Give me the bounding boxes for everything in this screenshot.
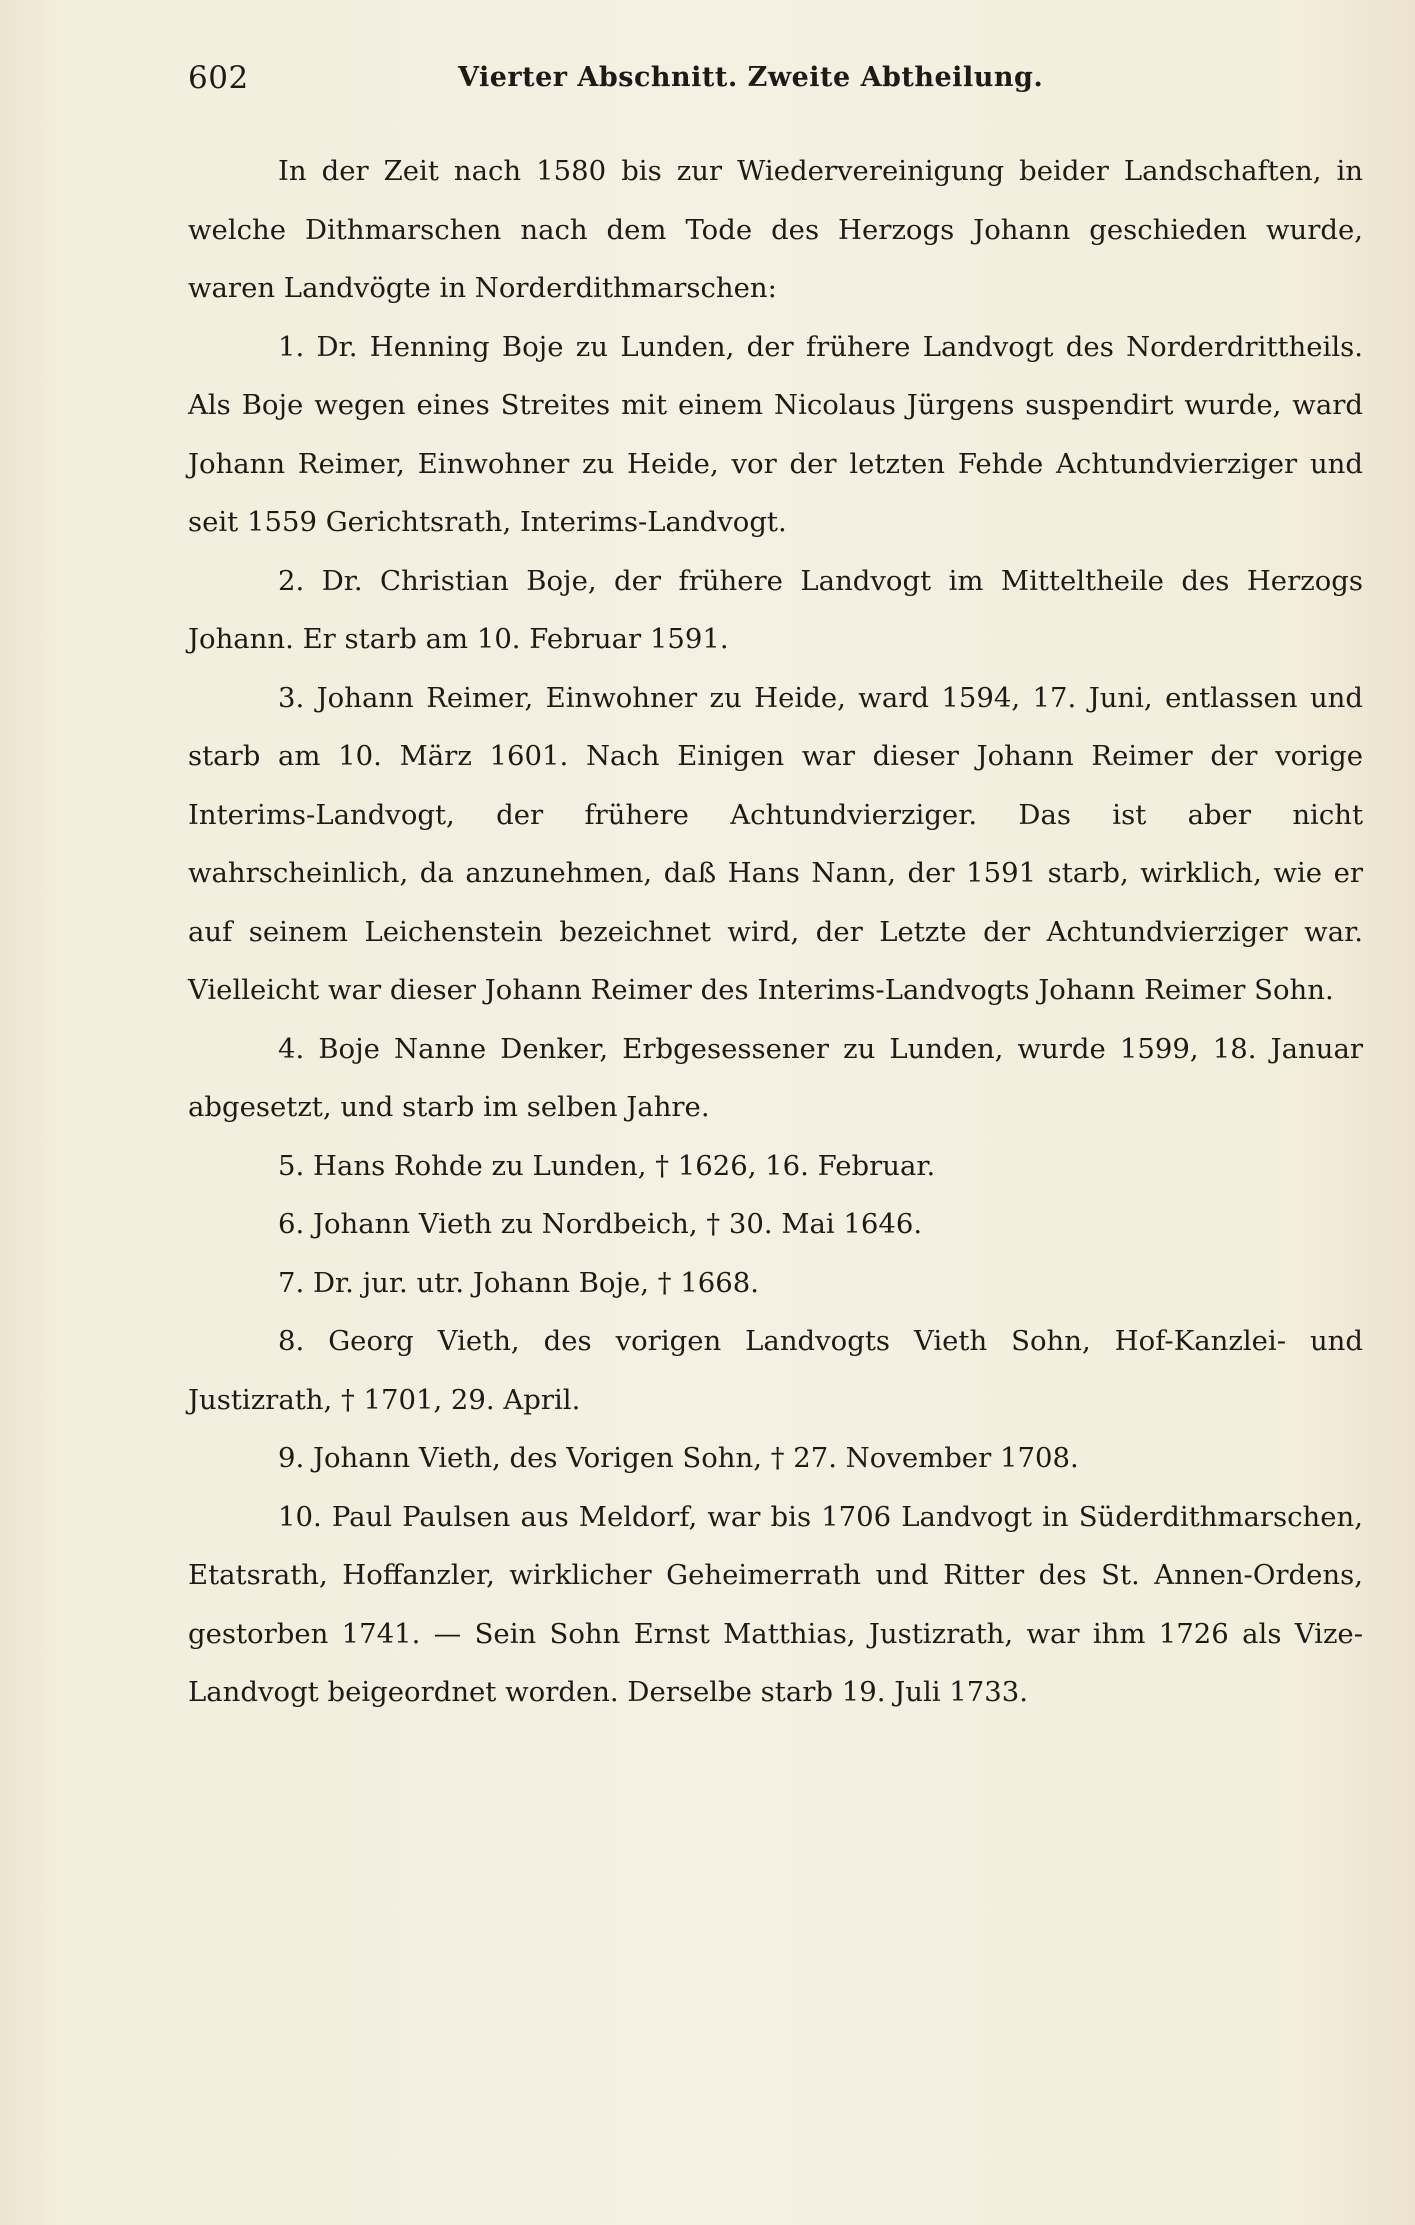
page-number: 602 — [188, 60, 249, 96]
entry-3: 3. Johann Reimer, Einwohner zu Heide, ward 1594, 17. Juni, entlassen und starb am 10. März 1601. Nach Einigen war dieser Johann Reimer der vorige Interims-Landvogt, der frühere Achtundvierziger. Das ist aber nicht wahrscheinlich, da anzunehmen, daß Hans Nann, der 1591 starb, wirklich, wie er auf seinem Leichenstein bezeichnet wird, der Letzte der Achtundvierziger war. Vielleicht war dieser Johann Reimer des Interims-Landvogts Johann Reimer Sohn. — [188, 681, 1363, 1006]
entry-2: 2. Dr. Christian Boje, der frühere Landvogt im Mitteltheile des Herzogs Johann. Er starb am 10. Februar 1591. — [188, 564, 1363, 655]
intro-paragraph: In der Zeit nach 1580 bis zur Wiedervereinigung beider Landschaften, in welche Dithmarschen nach dem Tode des Herzogs Johann geschieden wurde, waren Landvögte in Norderdithmarschen: — [188, 155, 1363, 304]
entry-8: 8. Georg Vieth, des vorigen Landvogts Vieth Sohn, Hof-Kanzlei- und Justizrath, † 1701, 29. April. — [188, 1325, 1363, 1416]
entry-7: 7. Dr. jur. utr. Johann Boje, † 1668. — [278, 1266, 759, 1299]
entry-9: 9. Johann Vieth, des Vorigen Sohn, † 27. November 1708. — [278, 1442, 1079, 1474]
entry-6: 6. Johann Vieth zu Nordbeich, † 30. Mai 1646. — [278, 1208, 923, 1240]
entry-4: 4. Boje Nanne Denker, Erbgesessener zu Lunden, wurde 1599, 18. Januar abgesetzt, und starb im selben Jahre. — [188, 1032, 1363, 1123]
entry-1: 1. Dr. Henning Boje zu Lunden, der frühere Landvogt des Norderdrittheils. Als Boje wegen eines Streites mit einem Nicolaus Jürgens suspendirt wurde, ward Johann Reimer, Einwohner zu Heide, vor der letzten Fehde Achtundvierziger und seit 1559 Gerichtsrath, Interims-Landvogt. — [188, 330, 1363, 538]
page-header — [188, 60, 1363, 104]
entry-5: 5. Hans Rohde zu Lunden, † 1626, 16. Februar. — [278, 1149, 936, 1182]
body-text — [188, 142, 1363, 1722]
entry-10: 10. Paul Paulsen aus Meldorf, war bis 1706 Landvogt in Süderdithmarschen, Etatsrath, Hoffanzler, wirklicher Geheimerrath und Ritter des St. Annen-Ordens, gestorben 1741. — Sein Sohn Ernst Matthias, Justizrath, war ihm 1726 als Vize-Landvogt beigeordnet worden. Derselbe starb 19. Juli 1733. — [188, 1500, 1363, 1708]
running-head: Vierter Abschnitt. Zweite Abtheilung. — [458, 62, 1044, 93]
